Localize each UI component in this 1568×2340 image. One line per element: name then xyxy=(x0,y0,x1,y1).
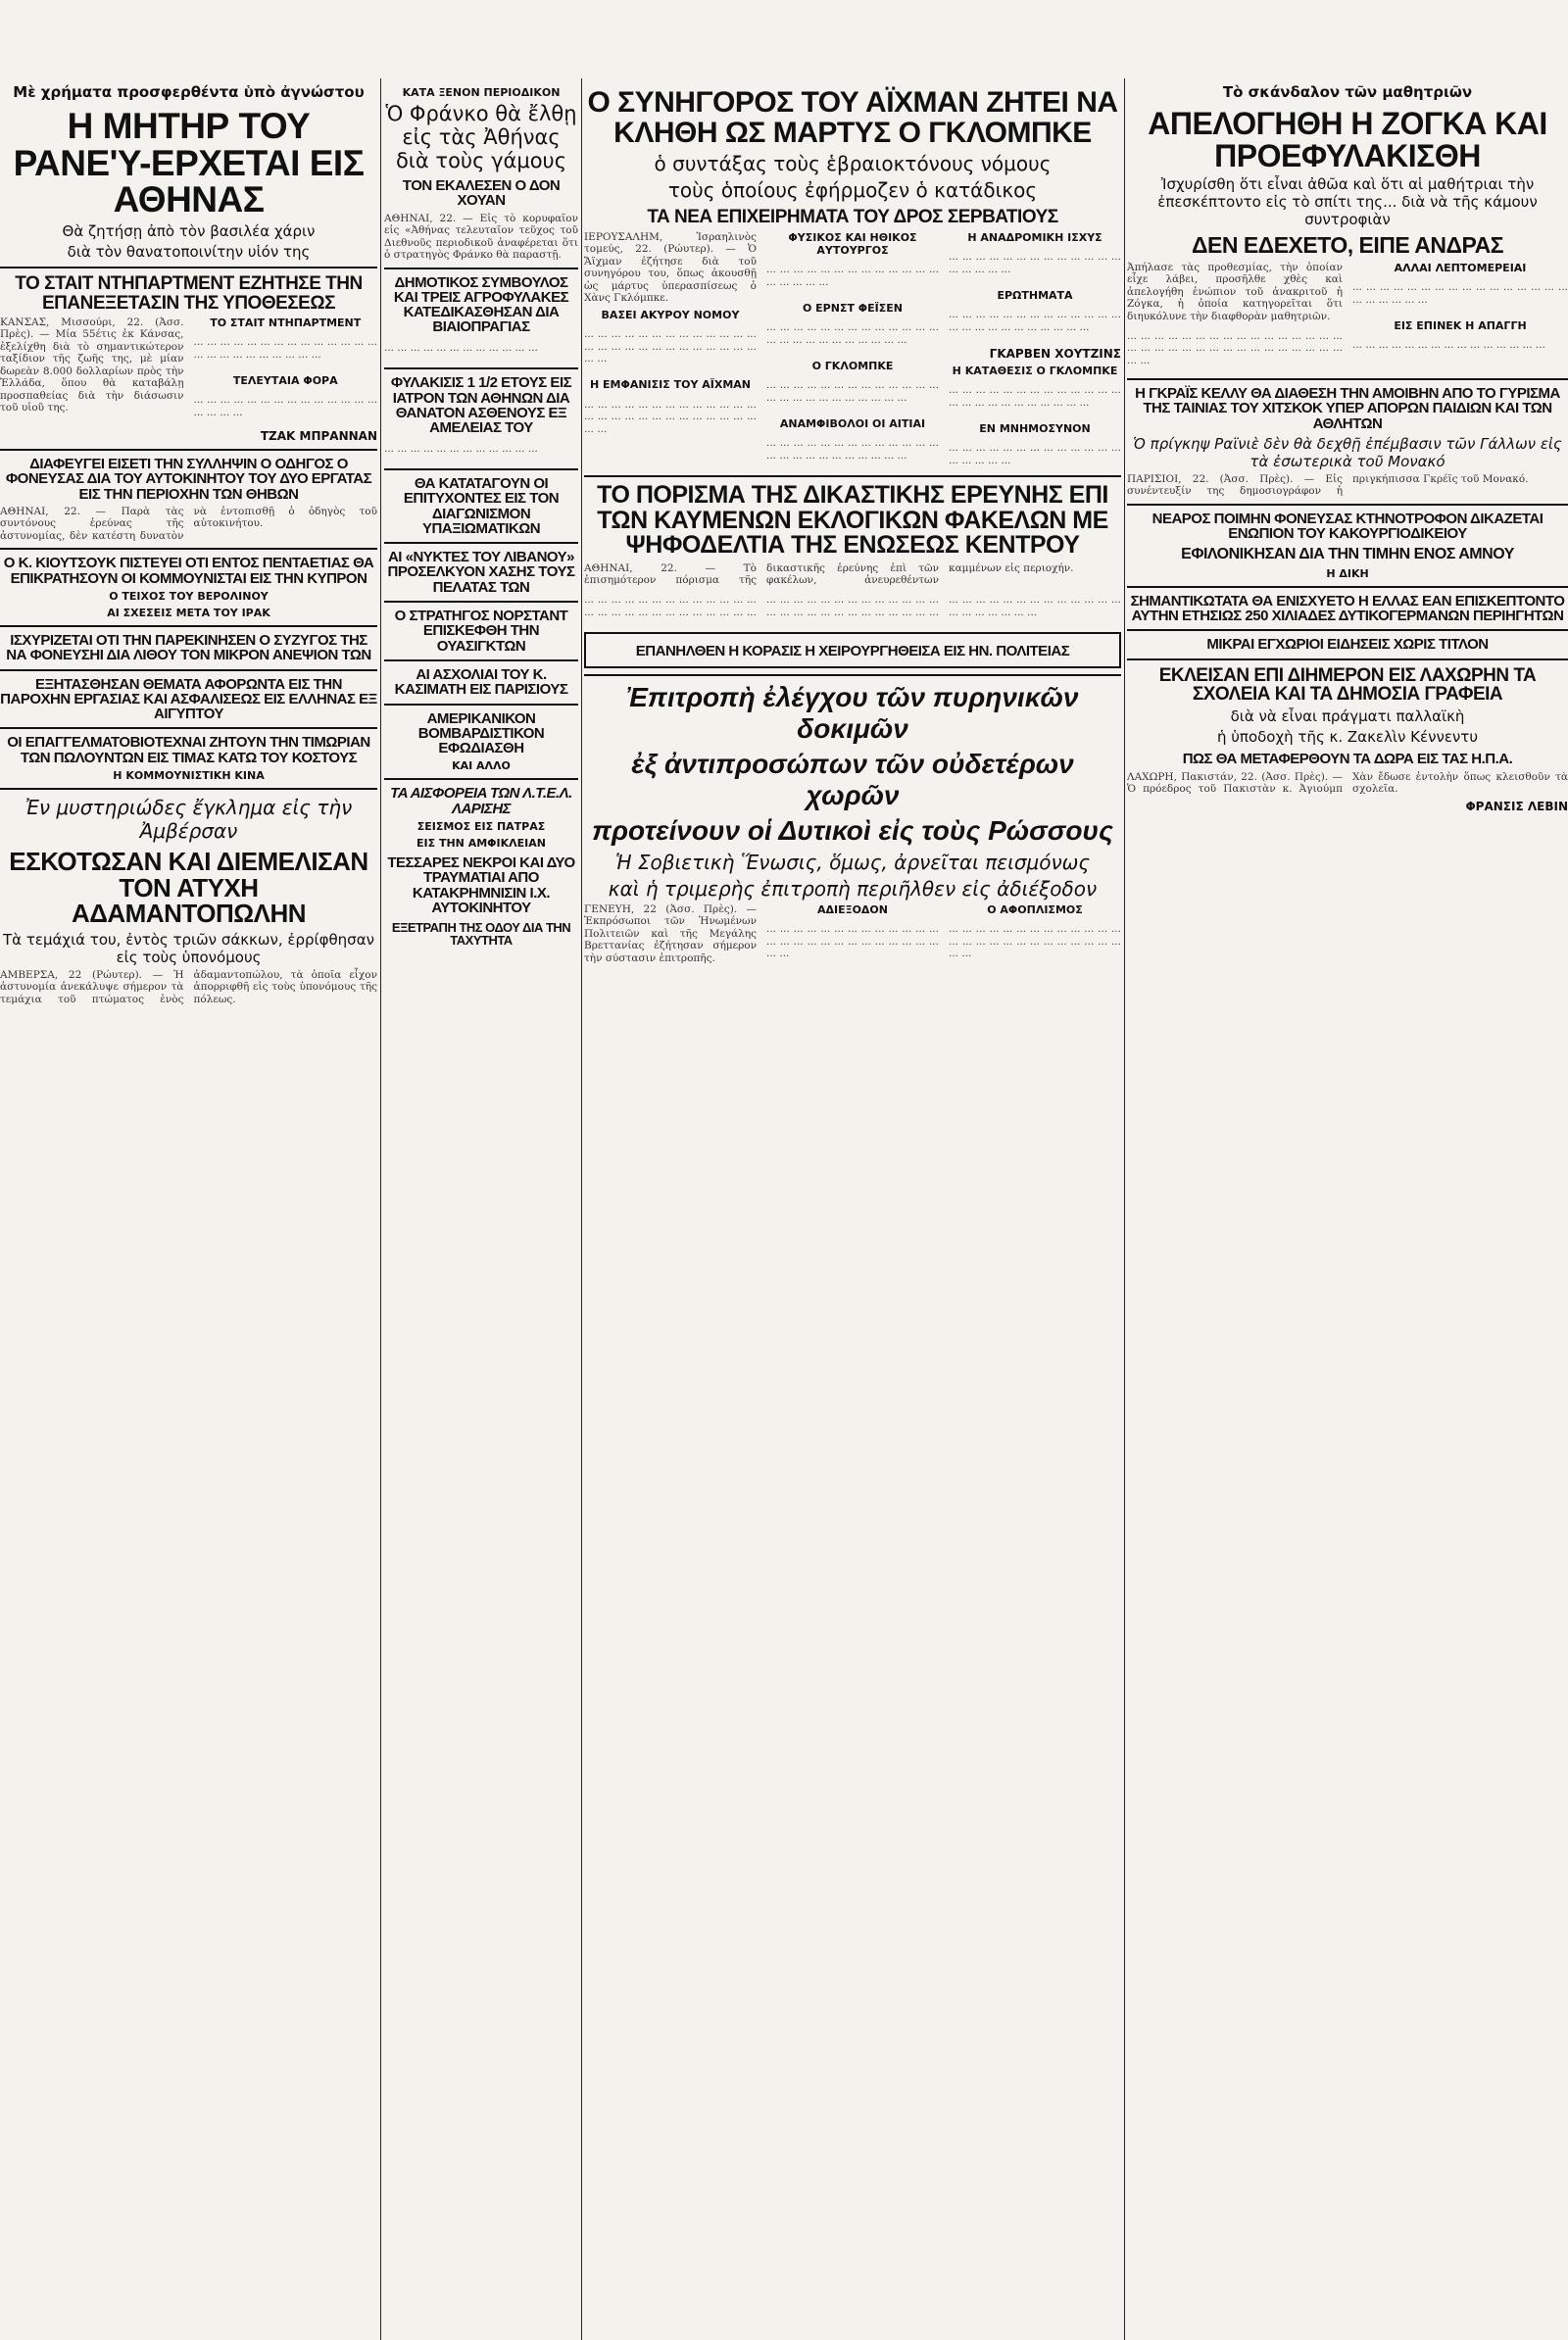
subheadline: Ἡ Σοβιετικὴ Ἕνωσις, ὅμως, ἀρνεῖται πεισμόνως xyxy=(614,850,1091,874)
headline-shepherd: ΝΕΑΡΟΣ ΠΟΙΜΗΝ ΦΟΝΕΥΣΑΣ ΚΤΗΝΟΤΡΟΦΟΝ ΔΙΚΑΖΕΤΑΙ ΕΝΩΠΙΟΝ ΤΟΥ ΚΑΚΟΥΡΓΙΟΔΙΚΕΙΟΥ xyxy=(1152,510,1544,543)
divider xyxy=(0,625,377,627)
headline-nuclear-1: Ἐπιτροπὴ ἐλέγχου τῶν πυρηνικῶν δοκιμῶν xyxy=(626,681,1079,744)
article-text: ΠΑΡΙΣΙΟΙ, 22. (Ἀσσ. Πρὲς). — Εἰς συνέντευξίν της δημοσιογράφον ἡ πριγκήπισσα Γκρέϊς τοῦ Μονακό. xyxy=(1127,472,1529,498)
subheadline: ὁ συντάξας τοὺς ἑβραιοκτόνους νόμους xyxy=(654,152,1052,176)
article-body xyxy=(0,317,377,425)
divider xyxy=(384,468,578,470)
article-text-filler: ··· ··· ··· ··· ··· ··· ··· ··· ··· ··· ··· ··· xyxy=(384,345,538,358)
article-body xyxy=(1127,262,1568,372)
headline-tourists: ΣΗΜΑΝΤΙΚΩΤΑΤΑ ΘΑ ΕΝΙΣΧΥΕΤΟ Η ΕΛΛΑΣ ΕΑΝ ΕΠΙΣΚΕΠΤΟΝΤΟ ΑΥΤΗΝ ΕΤΗΣΙΩΣ 250 ΧΙΛΙΑΔΕΣ ΔΥΤΙΚΟΓΕΡΜΑΝΩΝ ΠΕΡΙΗΓΗΤΩΝ xyxy=(1130,592,1565,625)
section-label: ΣΕΙΣΜΟΣ ΕΙΣ ΠΑΤΡΑΣ xyxy=(416,820,546,834)
divider xyxy=(384,367,578,369)
article-text-filler: ··· ··· ··· ··· ··· ··· ··· ··· ··· ··· ··· ··· ··· ··· ··· ··· ··· ··· xyxy=(193,397,377,421)
subheadline: Τὰ τεμάχιά του, ἐντὸς τριῶν σάκκων, ἐρρίφθησαν εἰς τοὺς ὑπονόμους xyxy=(3,930,374,966)
article-text: ΙΕΡΟΥΣΑΛΗΜ, Ἰσραηλινὸς τομεύς, 22. (Ρώυτερ). — Ὁ Ἄϊχμαν ἐζήτησε διὰ τοῦ συνηγόρου του, ὅπως ἀκουσθῇ ὡς μάρτυς ὑπερασπίσεως ὁ Χὰνς Γκλόμπκε. xyxy=(584,230,757,305)
kicker: Τὸ σκάνδαλον τῶν μαθητριῶν xyxy=(1222,83,1473,101)
subheadline: διὰ τὸν θανατοποινίτην υἱόν της xyxy=(67,243,311,262)
divider xyxy=(0,267,377,268)
article-text: ΑΘΗΝΑΙ, 22. — Τὸ ἐπισημότερον πόρισμα τῆς δικαστικῆς ἐρεύνης ἐπὶ τῶν φακέλων, ἀνευρεθέντων καμμένων εἰς περιοχήν. xyxy=(584,561,1074,587)
section-label: ΑΛΛΑΙ ΛΕΠΤΟΜΕΡΕΙΑΙ xyxy=(1394,261,1527,274)
article-text-filler: ··· ··· ··· ··· ··· ··· ··· ··· ··· ··· ··· ··· ··· ··· ··· ··· ··· ··· ··· ··· ··· ··· ··· ··· xyxy=(949,312,1121,336)
headline-franco: Ὁ Φράνκο θὰ ἔλθῃ εἰς τὰς Ἀθήνας διὰ τοὺς γάμους xyxy=(385,102,577,172)
headline-egypt-greeks: ΕΞΗΤΑΣΘΗΣΑΝ ΘΕΜΑΤΑ ΑΦΟΡΩΝΤΑ ΕΙΣ ΤΗΝ ΠΑΡΟΧΗΝ ΕΡΓΑΣΙΑΣ ΚΑΙ ΑΣΦΑΛΙΣΕΩΣ ΕΙΣ ΕΛΛΗΝΑΣ ΕΞ ΑΙΓΥΠΤΟΥ xyxy=(0,675,377,723)
section-label: ΕΡΩΤΗΜΑΤΑ xyxy=(997,288,1073,302)
section-label: Η ΕΜΦΑΝΙΣΙΣ ΤΟΥ ΑΪΧΜΑΝ xyxy=(589,378,751,392)
divider xyxy=(1127,378,1568,380)
section-label: ΑΝΑΜΦΙΒΟΛΟΙ ΟΙ ΑΙΤΙΑΙ xyxy=(779,416,926,430)
article-text-filler: ··· ··· ··· ··· ··· ··· ··· ··· ··· ··· ··· ··· ··· ··· ··· ··· ··· ··· ··· ··· ··· ··· ··· ··· ··· ··· ··· ··· ··· ··· ··· ··· ··· ··· ··· ··· ··· ··· ··· ··· ··· ··· ··· ··· ··· ··· ··· ··· ··· ··· ··· ··· ··· ··· ··· ··· ··· ··· ··· ··· ··· ··· ··· ··· ··· ··· ··· ··· ··· ··· ··· ··· xyxy=(584,597,1121,621)
headline-girl-surgery: ΕΠΑΝΗΛΘΕΝ Η ΚΟΡΑΣΙΣ Η ΧΕΙΡΟΥΡΓΗΘΕΙΣΑ ΕΙΣ ΗΝ. ΠΟΛΙΤΕΙΑΣ xyxy=(635,642,1070,659)
boxed-item xyxy=(584,632,1121,668)
article-text-filler: ··· ··· ··· ··· ··· ··· ··· ··· ··· ··· ··· ··· ··· ··· ··· ··· ··· ··· ··· ··· ··· ··· ··· ··· xyxy=(766,324,939,349)
section-label: ΒΑΣΕΙ ΑΚΥΡΟΥ ΝΟΜΟΥ xyxy=(601,308,740,321)
divider xyxy=(384,601,578,603)
headline-grace-kelly: Η ΓΚΡΑΪΣ ΚΕΛΛΥ ΘΑ ΔΙΑΘΕΣΗ ΤΗΝ ΑΜΟΙΒΗΝ ΑΠΟ ΤΟ ΓΥΡΙΣΜΑ ΤΗΣ ΤΑΙΝΙΑΣ ΤΟΥ ΧΙΤΣΚΟΚ ΥΠΕΡ ΑΠΟΡΩΝ ΠΑΙΔΙΩΝ ΚΑΙ ΤΩΝ ΑΘΛΗΤΩΝ xyxy=(1135,384,1560,432)
column-4 xyxy=(1127,82,1568,813)
headline-servatius: ΤΑ ΝΕΑ ΕΠΙΧΕΙΡΗΜΑΤΑ ΤΟΥ ΔΡΟΣ ΣΕΡΒΑΤΙΟΥΣ xyxy=(647,207,1058,228)
column-rule xyxy=(1124,78,1125,2340)
article-text-filler: ··· ··· ··· ··· ··· ··· ··· ··· ··· ··· ··· ··· ··· ··· ··· ··· ··· ··· xyxy=(766,267,939,291)
subheadline: Θὰ ζητήσῃ ἀπὸ τὸν βασιλέα χάριν xyxy=(62,222,316,241)
section-label: Η ΑΝΑΔΡΟΜΙΚΗ ΙΣΧΥΣ xyxy=(967,230,1102,244)
column-rule xyxy=(380,78,381,2340)
headline-state-department: ΤΟ ΣΤΑΙΤ ΝΤΗΠΑΡΤΜΕΝΤ ΕΖΗΤΗΣΕ ΤΗΝ ΕΠΑΝΕΞΕΤΑΣΙΝ ΤΗΣ ΥΠΟΘΕΣΕΩΣ xyxy=(15,273,363,314)
column-2 xyxy=(384,82,578,951)
section-label: ΤΟ ΣΤΑΙΤ ΝΤΗΠΑΡΤΜΕΝΤ xyxy=(210,316,362,329)
divider xyxy=(1127,586,1568,588)
subheadline: καὶ ἡ τριμερὴς ἐπιτροπὴ περιῆλθεν εἰς ἀδιέξοδον xyxy=(608,876,1098,901)
article-text-filler: ··· ··· ··· ··· ··· ··· ··· ··· ··· ··· ··· ··· ··· ··· ··· ··· ··· ··· ··· ··· ··· ··· xyxy=(1352,284,1568,309)
headline-norstad: Ο ΣΤΡΑΤΗΓΟΣ ΝΟΡΣΤΑΝΤ ΕΠΙΣΚΕΦΘΗ ΤΗΝ ΟΥΑΣΙΓΚΤΩΝ xyxy=(394,608,568,655)
article-text: Ἀπήλασε τὰς προθεσμίας, τὴν ὁποίαν εἶχε λάβει, προσῆλθε χθὲς καὶ ἀπελογήθη ἐνώπιον τοῦ ἀνακριτοῦ ἡ Ζόγκα, ἡ ὁποία κατηγορεῖται ὅτι διηυκόλυνε τὴν διαφθορὰν μαθητριῶν. xyxy=(1127,261,1343,322)
subheadline: Ἰσχυρίσθη ὅτι εἶναι ἀθῶα καὶ ὅτι αἱ μαθήτριαι τὴν ἐπεσκέπτοντο εἰς τὸ σπίτι της... διὰ νὰ τῆς κάμουν συντροφιὰν xyxy=(1157,175,1538,229)
divider xyxy=(0,548,377,550)
article-text-filler: ··· ··· ··· ··· ··· ··· ··· ··· ··· ··· ··· ··· xyxy=(384,445,538,458)
column-3 xyxy=(584,82,1121,972)
headline-nuclear-2: ἐξ ἀντιπροσώπων τῶν οὐδετέρων χωρῶν xyxy=(631,748,1074,810)
headline-nephew-murder: ΙΣΧΥΡΙΖΕΤΑΙ ΟΤΙ ΤΗΝ ΠΑΡΕΚΙΝΗΣΕΝ Ο ΣΥΖΥΓΟΣ ΤΗΣ ΝΑ ΦΟΝΕΥΣΗΙ ΔΙΑ ΛΙΘΟΥ ΤΟΝ ΜΙΚΡΟΝ ΑΝΕΨΙΟΝ ΤΩΝ xyxy=(6,631,371,664)
article-text: ΑΜΒΕΡΣΑ, 22 (Ρώυτερ). — Ἡ ἀστυνομία ἀνεκάλυψε σήμερον τὰ τεμάχια τοῦ πτώματος ἑνὸς ἀδαμαντοπώλου, τὰ ὁποῖα εἶχον ἀπορριφθῆ εἰς τοὺς ὑπονόμους τῆς πόλεως. xyxy=(0,968,377,1005)
column-1 xyxy=(0,82,377,1009)
divider xyxy=(584,674,1121,676)
headline-nuclear-3: προτείνουν οἱ Δυτικοὶ εἰς τοὺς Ρώσσους xyxy=(592,814,1113,846)
article-text: ΑΘΗΝΑΙ, 22. — Παρὰ τὰς συντόνους ἐρεύνας τῆς ἀστυνομίας, δὲν κατέστη δυνατὸν νὰ ἐντοπισθῇ ὁ ὁδηγὸς τοῦ αὐτοκινήτου. xyxy=(0,505,377,542)
kicker: Μὲ χρήματα προσφερθέντα ὑπὸ ἀγνώστου xyxy=(13,83,365,101)
article-text: ΛΑΧΩΡΗ, Πακιστάν, 22. (Ἀσσ. Πρὲς). — Ὁ πρόεδρος τοῦ Πακιστὰν κ. Ἀγιούμπ Χὰν ἔδωσε ἐντολὴν ὅπως κλεισθοῦν τὰ σχολεῖα. xyxy=(1127,770,1568,796)
divider xyxy=(384,659,578,661)
article-body xyxy=(584,903,1121,972)
section-label: ΤΕΛΕΥΤΑΙΑ ΦΟΡΑ xyxy=(232,373,338,387)
section-label: ΕΝ ΜΝΗΜΟΣΥΝΟΝ xyxy=(979,421,1091,435)
divider xyxy=(0,788,377,790)
subheadline: διὰ νὰ εἶναι πράγματι παλλαϊκὴ xyxy=(1230,707,1465,726)
section-label: Ο ΤΕΙΧΟΣ ΤΟΥ ΒΕΡΟΛΙΝΟΥ xyxy=(109,589,269,603)
headline-small-news: ΜΙΚΡΑΙ ΕΓΧΩΡΙΟΙ ΕΙΔΗΣΕΙΣ ΧΩΡΙΣ ΤΙΤΛΟΝ xyxy=(1206,636,1489,654)
headline-kutchuk-cyprus: Ο Κ. ΚΙΟΥΤΣΟΥΚ ΠΙΣΤΕΥΕΙ ΟΤΙ ΕΝΤΟΣ ΠΕΝΤΑΕΤΙΑΣ ΘΑ ΕΠΙΚΡΑΤΗΣΟΥΝ ΟΙ ΚΟΜΜΟΥΝΙΣΤΑΙ ΕΙΣ ΤΗΝ ΚΥΠΡΟΝ xyxy=(3,555,374,587)
divider xyxy=(384,778,578,780)
headline-gifts: ΠΩΣ ΘΑ ΜΕΤΑΦΕΡΘΟΥΝ ΤΑ ΔΩΡΑ ΕΙΣ ΤΑΣ Η.Π.Α. xyxy=(1182,751,1513,768)
section-label: Ο ΕΡΝΣΤ ΦΕΪΣΕΝ xyxy=(802,301,903,315)
article-text: ΑΘΗΝΑΙ, 22. — Εἰς τὸ κορυφαῖον εἰς «Ἀθήνας τελευταῖον τεῦχος τοῦ Διεθνοῦς περιοδικοῦ ἀναφέρεται ὅτι ὁ στρατηγὸς Φράνκο θὰ παραστῇ. xyxy=(384,212,578,262)
section-label: Η ΚΟΜΜΟΥΝΙΣΤΙΚΗ ΚΙΝΑ xyxy=(113,769,265,783)
headline-don-juan: ΤΟΝ ΕΚΑΛΕΣΕΝ Ο ΔΟΝ ΧΟΥΑΝ xyxy=(402,177,561,210)
headline-antwerp-crime: ΕΣΚΟΤΩΣΑΝ ΚΑΙ ΔΙΕΜΕΛΙΣΑΝ ΤΟΝ ΑΤΥΧΗ ΑΔΑΜΑΝΤΟΠΩΛΗΝ xyxy=(9,847,368,929)
divider xyxy=(384,542,578,544)
headline-bomber: ΑΜΕΡΙΚΑΝΙΚΟΝ ΒΟΜΒΑΡΔΙΣΤΙΚΟΝ ΕΦΩΔΙΑΣΘΗ xyxy=(417,709,545,757)
section-label: ΚΑΙ ΑΛΛΟ xyxy=(452,759,511,773)
headline-zogka: ΑΠΕΛΟΓΗΘΗ Η ΖΟΓΚΑ ΚΑΙ ΠΡΟΕΦΥΛΑΚΙΣΘΗ xyxy=(1148,106,1547,173)
headline-kasimatis: ΑΙ ΑΣΧΟΛΙΑΙ ΤΟΥ Κ. ΚΑΣΙΜΑΤΗ ΕΙΣ ΠΑΡΙΣΙΟΥΣ xyxy=(394,665,568,699)
article-text-filler: ··· ··· ··· ··· ··· ··· ··· ··· ··· ··· ··· ··· ··· ··· ··· ··· ··· ··· ··· ··· ··· ··· ··· ··· xyxy=(766,382,939,407)
section-label: ΦΥΣΙΚΟΣ ΚΑΙ ΗΘΙΚΟΣ ΑΥΤΟΥΡΓΟΣ xyxy=(788,230,917,257)
divider xyxy=(0,669,377,671)
article-body xyxy=(584,231,1121,470)
article-text-filler: ··· ··· ··· ··· ··· ··· ··· ··· ··· ··· ··· ··· ··· ··· ··· ··· ··· ··· ··· ··· ··· ··· ··· ··· ··· ··· ··· ··· ··· ··· ··· ··· ··· ··· xyxy=(1127,332,1343,369)
divider xyxy=(584,475,1121,477)
section-label: ΕΙΣ ΤΗΝ ΑΜΦΙΚΛΕΙΑΝ xyxy=(416,837,546,851)
byline: ΓΚΑΡΒΕΝ ΧΟΥΤΖΙΝΣ xyxy=(989,346,1121,361)
section-label: Η ΚΑΤΑΘΕΣΙΣ Ο ΓΚΛΟΜΠΚΕ xyxy=(952,364,1118,377)
divider xyxy=(1127,629,1568,631)
article-text-filler: ··· ··· ··· ··· ··· ··· ··· ··· ··· ··· ··· ··· ··· ··· ··· ··· ··· ··· ··· ··· ··· ··· ··· ··· ··· ··· ··· ··· xyxy=(584,401,757,438)
headline-larisa: ΤΑ ΑΙΣΦΟΡΕΙΑ ΤΩΝ Λ.Τ.Ε.Λ. ΛΑΡΙΣΗΣ xyxy=(390,785,572,817)
article-text: ΚΑΝΣΑΣ, Μισσούρι, 22. (Ἀσσ. Πρὲς). — Μία 55έτις ἐκ Κάνσας, ἐξελίχθη διὰ τὸ σημαντικώτερον ταξίδιον τῆς ζωῆς της, μὲ μίαν δωρεὰν 8.000 δολλαρίων πρὸς τὴν Ἑλλάδα, ὅπου θὰ καταβάλῃ προσπαθείας διὰ τὴν διάσωσιν τοῦ υἱοῦ της. xyxy=(0,316,184,414)
section-label: ΕΙΣ ΕΠΙΝΕΚ Η ΑΠΑΓΓΗ xyxy=(1394,318,1527,332)
divider xyxy=(0,449,377,451)
headline-doctor: ΦΥΛΑΚΙΣΙΣ 1 1/2 ΕΤΟΥΣ ΕΙΣ ΙΑΤΡΟΝ ΤΩΝ ΑΘΗΝΩΝ ΔΙΑ ΘΑΝΑΤΟΝ ΑΣΘΕΝΟΥΣ ΕΞ ΑΜΕΛΕΙΑΣ ΤΟΥ xyxy=(390,374,572,437)
article-text-filler: ··· ··· ··· ··· ··· ··· ··· ··· ··· ··· ··· ··· ··· ··· ··· ··· ··· ··· ··· ··· ··· ··· ··· ··· ··· ··· ··· ··· xyxy=(584,331,757,368)
headline-rane-mother: Η ΜΗΤΗΡ ΤΟΥ ΡΑΝΕ'Υ-ΕΡΧΕΤΑΙ ΕΙΣ ΑΘΗΝΑΣ xyxy=(13,106,365,220)
subheadline: τοὺς ὁποίους ἐφήρμοζεν ὁ κατάδικος xyxy=(667,178,1038,203)
divider xyxy=(0,727,377,729)
article-text-filler: ··· ··· ··· ··· ··· ··· ··· ··· ··· ··· ··· ··· ··· ··· ··· ··· ··· ··· ··· ··· ··· ··· ··· ··· ··· ··· ··· ··· xyxy=(766,926,939,963)
headline-speed: ΕΞΕΤΡΑΠΗ ΤΗΣ ΟΔΟΥ ΔΙΑ ΤΗΝ ΤΑΧΥΤΗΤΑ xyxy=(391,920,571,949)
headline-car-crash: ΤΕΣΣΑΡΕΣ ΝΕΚΡΟΙ ΚΑΙ ΔΥΟ ΤΡΑΥΜΑΤΙΑΙ ΑΠΟ ΚΑΤΑΚΡΗΜΝΙΣΙΝ Ι.Χ. ΑΥΤΟΚΙΝΗΤΟΥ xyxy=(387,854,575,916)
subheadline: ἡ ὑποδοχὴ τῆς κ. Ζακελὶν Κέννεντυ xyxy=(1216,728,1479,747)
subheadline: Ὁ πρίγκηψ Ραϊνιὲ δὲν θὰ δεχθῇ ἐπέμβασιν τῶν Γάλλων εἰς τὰ ἐσωτερικὰ τοῦ Μονακό xyxy=(1133,434,1562,470)
column-rule xyxy=(581,78,582,2340)
section-label: Η ΔΙΚΗ xyxy=(1326,566,1369,580)
byline: ΦΡΑΝΣΙΣ ΛΕΒΙΝ xyxy=(1465,799,1568,813)
headline-hit-and-run: ΔΙΑΦΕΥΓΕΙ ΕΙΣΕΤΙ ΤΗΝ ΣΥΛΛΗΨΙΝ Ο ΟΔΗΓΟΣ Ο ΦΟΝΕΥΣΑΣ ΔΙΑ ΤΟΥ ΑΥΤΟΚΙΝΗΤΟΥ ΤΟΥ ΔΥΟ ΕΡΓΑΤΑΣ ΕΙΣ ΤΗΝ ΠΕΡΙΟΧΗΝ ΤΩΝ ΘΗΒΩΝ xyxy=(5,455,372,503)
headline-eichmann: Ο ΣΥΝΗΓΟΡΟΣ ΤΟΥ ΑΪΧΜΑΝ ΖΗΤΕΙ ΝΑ ΚΛΗΘΗ ΩΣ ΜΑΡΤΥΣ Ο ΓΚΛΟΜΠΚΕ xyxy=(587,86,1118,149)
headline-lamb: ΕΦΙΛΟΝΙΚΗΣΑΝ ΔΙΑ ΤΗΝ ΤΙΜΗΝ ΕΝΟΣ ΑΜΝΟΥ xyxy=(1181,546,1514,563)
article-text-filler: ··· ··· ··· ··· ··· ··· ··· ··· ··· ··· ··· ··· ··· ··· ··· ··· ··· ··· ··· ··· ··· ··· ··· ··· ··· ··· ··· ··· xyxy=(949,926,1121,963)
article-text-filler: ··· ··· ··· ··· ··· ··· ··· ··· ··· ··· ··· ··· ··· ··· ··· ··· ··· ··· xyxy=(949,445,1121,469)
section-label: ΑΔΙΕΞΟΔΟΝ xyxy=(816,902,888,916)
section-label: ΚΑΤΑ ΞΕΝΟΝ ΠΕΡΙΟΔΙΚΟΝ xyxy=(402,86,561,99)
headline-lahore: ΕΚΛΕΙΣΑΝ ΕΠΙ ΔΙΗΜΕΡΟΝ ΕΙΣ ΛΑΧΩΡΗΝ ΤΑ ΣΧΟΛΕΙΑ ΚΑΙ ΤΑ ΔΗΜΟΣΙΑ ΓΡΑΦΕΙΑ xyxy=(1158,664,1537,706)
headline-ballots: ΤΟ ΠΟΡΙΣΜΑ ΤΗΣ ΔΙΚΑΣΤΙΚΗΣ ΕΡΕΥΝΗΣ ΕΠΙ ΤΩΝ ΚΑΥΜΕΝΩΝ ΕΚΛΟΓΙΚΩΝ ΦΑΚΕΛΩΝ ΜΕ ΨΗΦΟΔΕΛΤΙΑ ΤΗΣ ΕΝΩΣΕΩΣ ΚΕΝΤΡΟΥ xyxy=(597,481,1108,560)
article-text-filler: ··· ··· ··· ··· ··· ··· ··· ··· ··· ··· ··· ··· ··· ··· ··· xyxy=(1352,342,1545,355)
section-label: Ο ΓΚΛΟΜΠΚΕ xyxy=(811,359,894,372)
headline-lebanon-nights: ΑΙ «ΝΥΚΤΕΣ ΤΟΥ ΛΙΒΑΝΟΥ» ΠΡΟΣΕΛΚΥΟΝ ΧΑΣΗΣ ΤΟΥΣ ΠΕΛΑΤΑΣ ΤΩΝ xyxy=(387,549,575,596)
divider xyxy=(384,268,578,269)
headline-nco: ΘΑ ΚΑΤΑΤΑΓΟΥΝ ΟΙ ΕΠΙΤΥΧΟΝΤΕΣ ΕΙΣ ΤΟΝ ΔΙΑΓΩΝΙΣΜΟΝ ΥΠΑΞΙΩΜΑΤΙΚΩΝ xyxy=(403,474,560,537)
section-label: ΑΙ ΣΧΕΣΕΙΣ ΜΕΤΑ ΤΟΥ ΙΡΑΚ xyxy=(107,606,270,619)
article-text: ΓΕΝΕΥΗ, 22 (Ἀσσ. Πρὲς). — Ἐκπρόσωποι τῶν Ἡνωμένων Πολιτειῶν καὶ τῆς Μεγάλης Βρεττανίας ἐζήτησαν σήμερον τὴν σύστασιν ἐπιτροπῆς. xyxy=(584,902,757,964)
divider xyxy=(1127,658,1568,660)
byline: ΤΖΑΚ ΜΠΡΑΝΝΑΝ xyxy=(260,428,377,443)
divider xyxy=(384,704,578,706)
headline-no-man: ΔΕΝ ΕΔΕΧΕΤΟ, ΕΙΠΕ ΑΝΔΡΑΣ xyxy=(1191,232,1504,259)
article-text-filler: ··· ··· ··· ··· ··· ··· ··· ··· ··· ··· ··· ··· ··· ··· ··· ··· ··· ··· ··· ··· ··· ··· ··· ··· xyxy=(949,387,1121,412)
headline-craftsmen: ΟΙ ΕΠΑΓΓΕΛΜΑΤΟΒΙΟΤΕΧΝΑΙ ΖΗΤΟΥΝ ΤΗΝ ΤΙΜΩΡΙΑΝ ΤΩΝ ΠΩΛΟΥΝΤΩΝ ΕΙΣ ΤΙΜΑΣ ΚΑΤΩ ΤΟΥ ΚΟΣΤΟΥΣ xyxy=(7,734,370,766)
divider xyxy=(1127,504,1568,506)
headline-municipal: ΔΗΜΟΤΙΚΟΣ ΣΥΜΒΟΥΛΟΣ ΚΑΙ ΤΡΕΙΣ ΑΓΡΟΦΥΛΑΚΕΣ ΚΑΤΕΔΙΚΑΣΘΗΣΑΝ ΔΙΑ ΒΙΑΙΟΠΡΑΓΙΑΣ xyxy=(393,273,569,336)
kicker: Ἐν μυστηριώδες ἔγκλημα εἰς τὴν Ἀμβέρσαν xyxy=(24,796,353,844)
article-text-filler: ··· ··· ··· ··· ··· ··· ··· ··· ··· ··· ··· ··· ··· ··· ··· ··· ··· ··· ··· ··· ··· ··· ··· ··· xyxy=(766,440,939,464)
article-text-filler: ··· ··· ··· ··· ··· ··· ··· ··· ··· ··· ··· ··· ··· ··· ··· ··· ··· ··· ··· ··· ··· ··· ··· ··· xyxy=(193,339,377,364)
article-text-filler: ··· ··· ··· ··· ··· ··· ··· ··· ··· ··· ··· ··· ··· ··· ··· ··· ··· ··· xyxy=(949,254,1121,278)
section-label: Ο ΑΦΟΠΛΙΣΜΟΣ xyxy=(987,902,1083,916)
